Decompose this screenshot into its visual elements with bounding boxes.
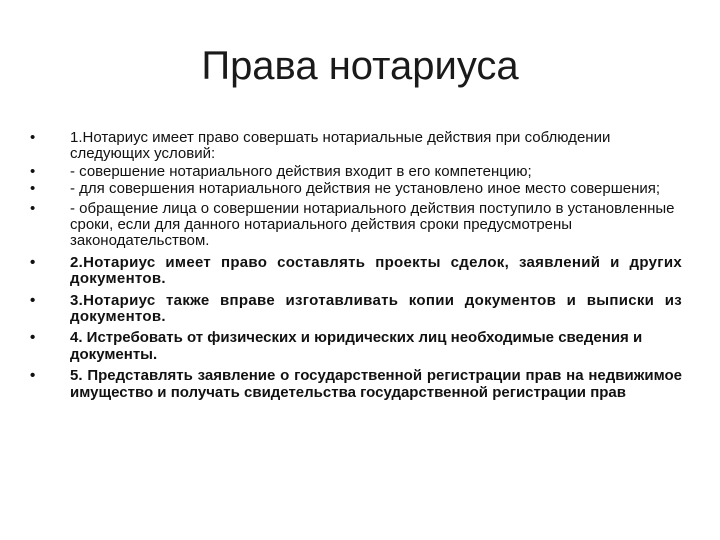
bullet-icon: •: [30, 129, 36, 146]
bullet-icon: •: [30, 180, 36, 198]
list-item-text: 2.Нотариус имеет право составлять проекты сделок, заявлений и других документов.: [70, 253, 682, 288]
slide-title: Права нотариуса: [201, 44, 519, 88]
bullet-icon: •: [30, 199, 36, 217]
bullet-icon: •: [30, 253, 36, 271]
list-item: [30, 368, 682, 401]
list-item: [30, 201, 682, 250]
list-item: [30, 130, 682, 163]
bullet-icon: •: [30, 329, 36, 347]
list-item: [30, 181, 682, 197]
list-item-text: 5. Представлять заявление о государственной регистрации прав на недвижимое имущество и получать свидетельства государственной регистрации прав: [70, 367, 682, 401]
list-item-text: 3.Нотариус также вправе изготавливать копии документов и выписки из документов.: [70, 291, 682, 326]
list-item-text: 4. Истребовать от физических и юридических лиц необходимые сведения и документы.: [70, 329, 643, 363]
list-item-text: - обращение лица о совершении нотариального действия поступило в установленные сроки, если для данного нотариального действия сроки предусмотрены законодательством.: [70, 199, 675, 250]
list-item-text: 1.Нотариус имеет право совершать нотариальные действия при соблюдении следующих условий:: [70, 129, 611, 163]
list-item: [30, 330, 682, 363]
list-item: [30, 293, 682, 326]
list-item-text: - совершение нотариального действия входит в его компетенцию;: [70, 162, 532, 180]
list-item: [30, 164, 682, 180]
bullet-icon: •: [30, 367, 36, 385]
bullet-icon: •: [30, 291, 36, 309]
bullet-list: [30, 130, 682, 401]
list-item-text: - для совершения нотариального действия не установлено иное место совершения;: [70, 180, 661, 198]
list-item: [30, 255, 682, 288]
bullet-icon: •: [30, 162, 36, 180]
